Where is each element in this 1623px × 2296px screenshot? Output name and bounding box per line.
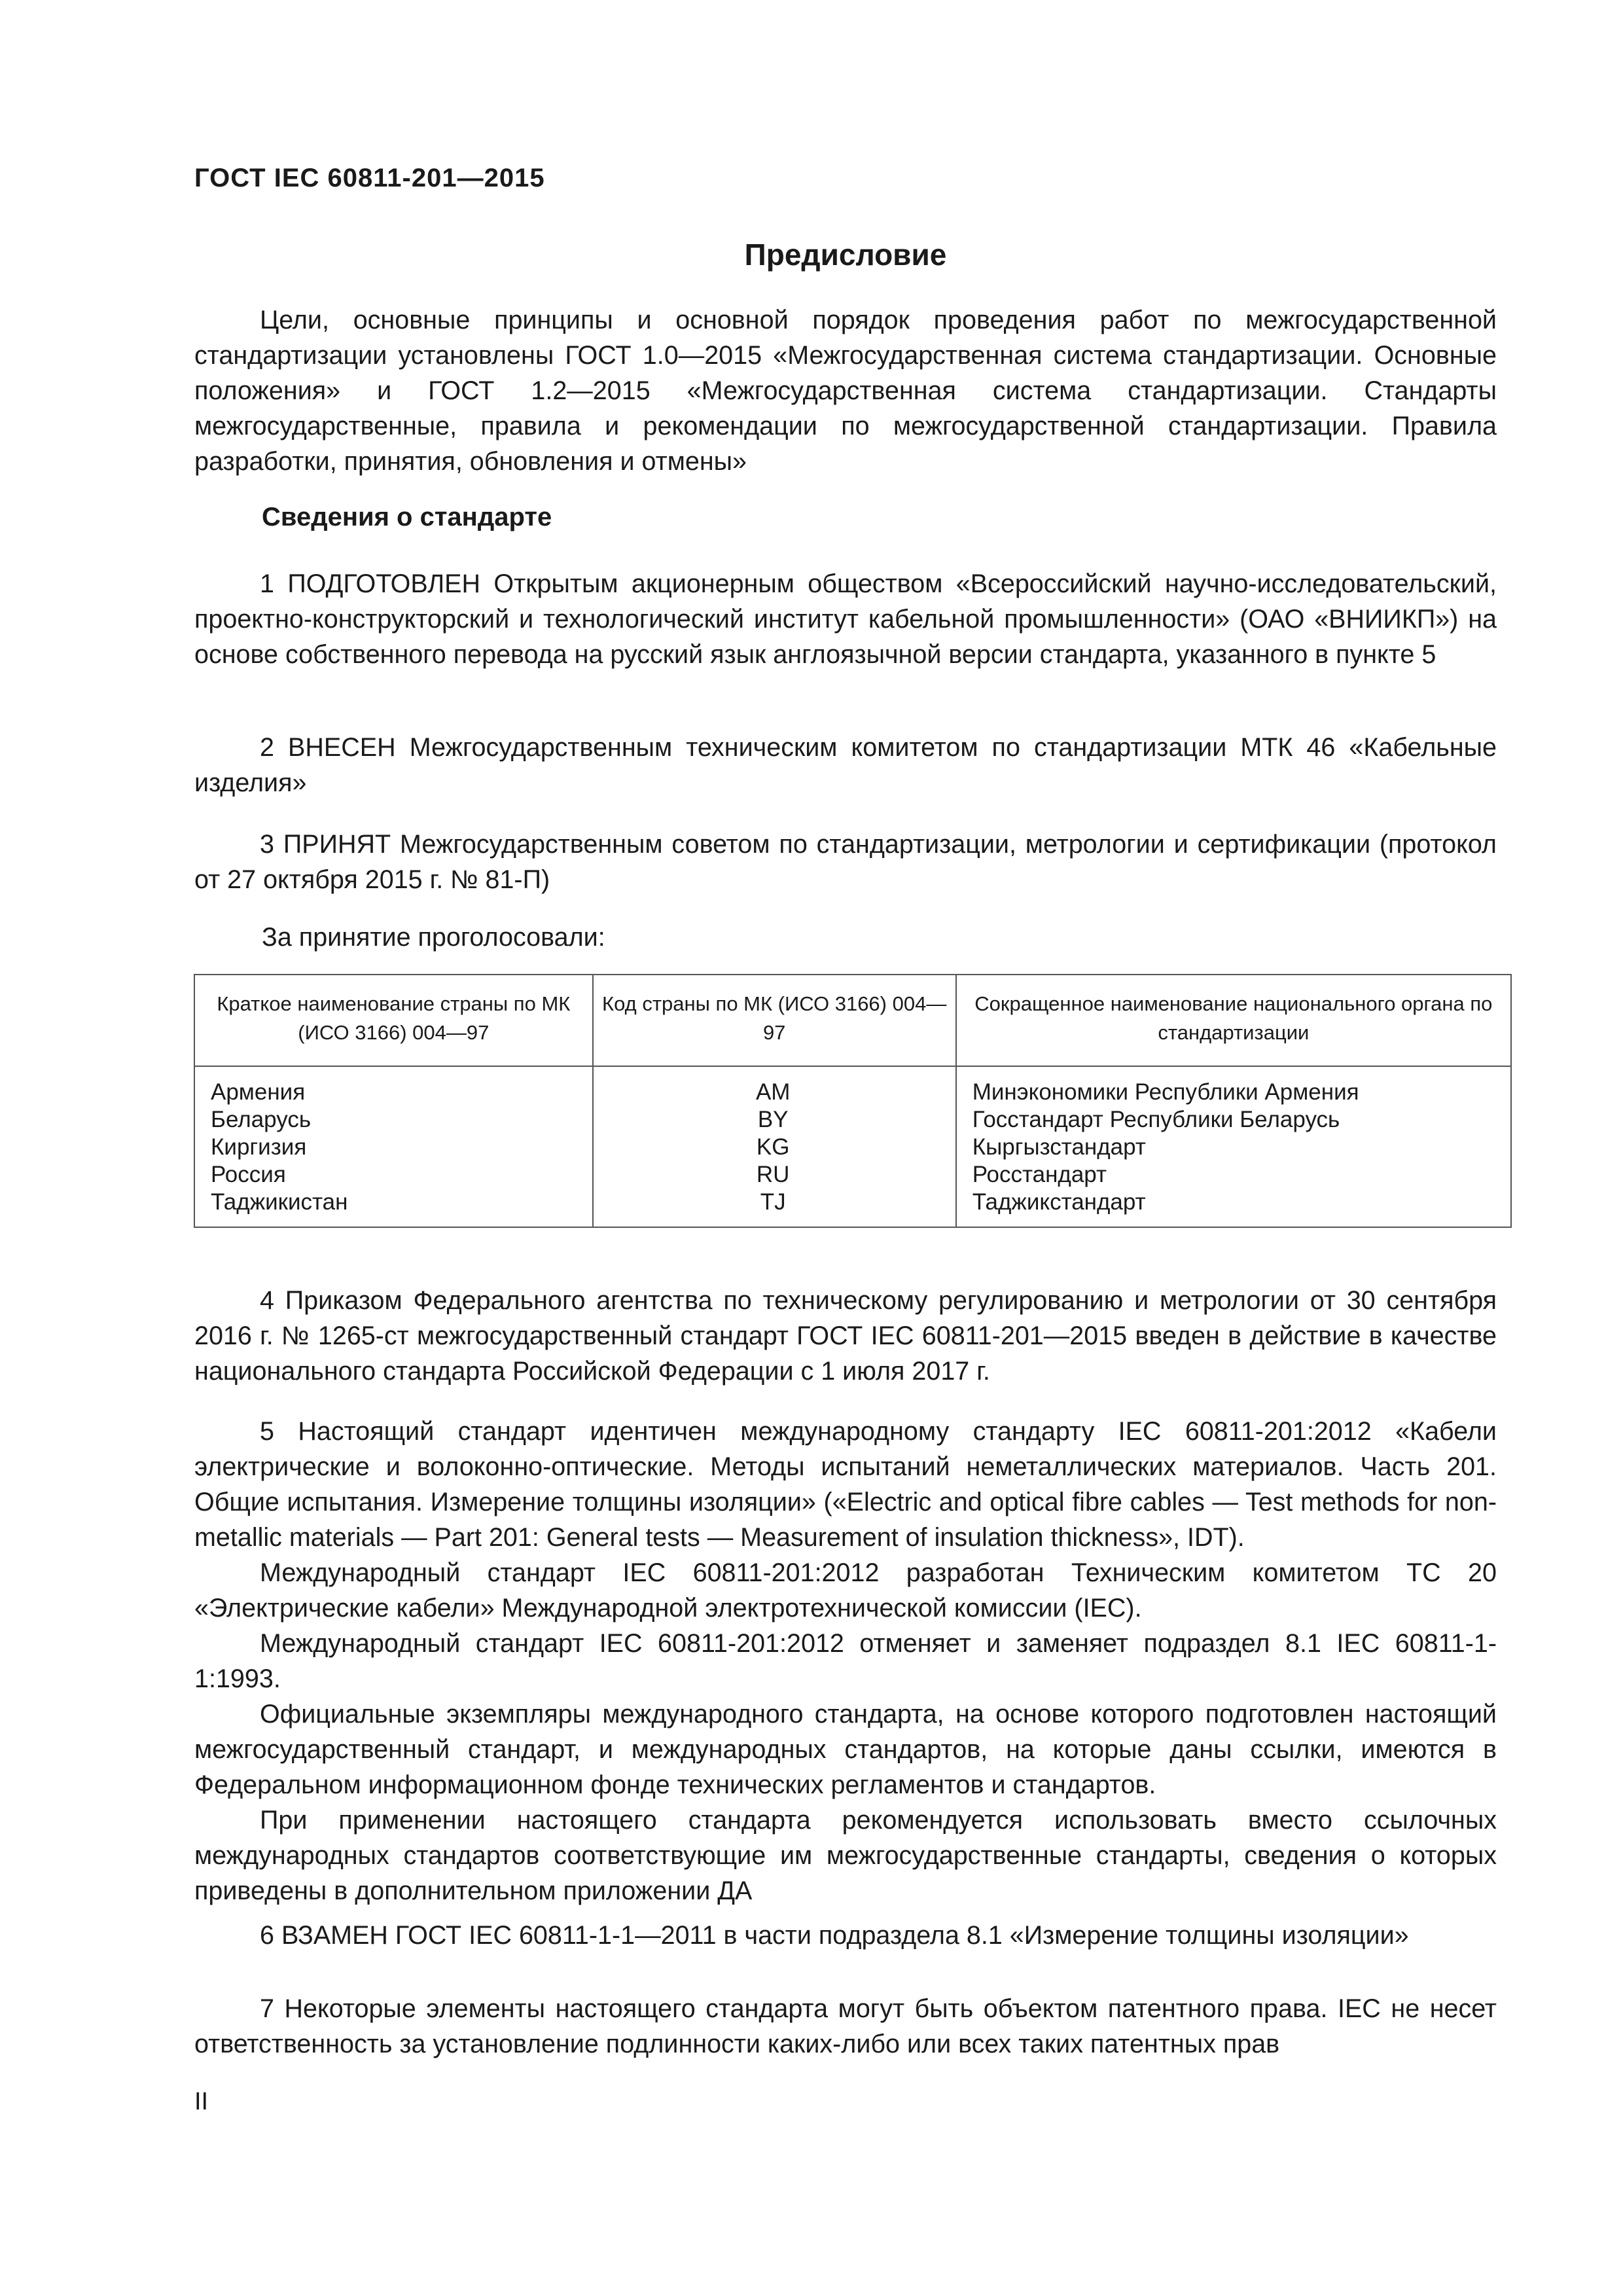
- item-5-replaces-paragraph: Международный стандарт IEC 60811-201:2012 отменяет и заменяет подраздел 8.1 IEC 60811-1-1:1993.: [194, 1629, 1497, 1693]
- country-name: Россия: [211, 1162, 286, 1187]
- item-5-ic-paragraph: Международный стандарт IEC 60811-201:2012 разработан Техническим комитетом ТС 20 «Электрические кабели» Международной электротехнической комиссии (IEC).: [194, 1558, 1497, 1623]
- item-4-paragraph: 4 Приказом Федерального агентства по техническому регулированию и метрологии от 30 сентября 2016 г. № 1265-ст межгосударственный стандарт ГОСТ IEC 60811-201—2015 введен в действие в качестве национального стандарта Российской Федерации с 1 июля 2017 г.: [194, 1286, 1497, 1386]
- country-names-cell: [194, 1066, 593, 1227]
- vote-label: За принятие проголосовали:: [262, 923, 605, 952]
- country-name: Таджикистан: [211, 1189, 348, 1215]
- country-code: TJ: [760, 1189, 786, 1215]
- item-2-paragraph: 2 ВНЕСЕН Межгосударственным техническим комитетом по стандартизации МТК 46 «Кабельные изделия»: [194, 733, 1497, 797]
- country-code: BY: [757, 1107, 789, 1132]
- page-title: Предисловие: [744, 238, 947, 272]
- countries-table: [194, 974, 1512, 1228]
- item-3-paragraph: 3 ПРИНЯТ Межгосударственным советом по стандартизации, метрологии и сертификации (протокол от 27 октября 2015 г. № 81-П): [194, 830, 1497, 894]
- standards-body: Минэкономики Республики Армения: [972, 1079, 1359, 1105]
- page-number: II: [194, 2088, 209, 2115]
- country-code: AM: [755, 1079, 791, 1105]
- section-heading: Сведения о стандарте: [262, 503, 552, 531]
- standards-body: Таджикстандарт: [972, 1189, 1146, 1215]
- country-name: Армения: [211, 1079, 306, 1105]
- country-name: Киргизия: [211, 1134, 307, 1160]
- item-5-application-paragraph: При применении настоящего стандарта рекомендуется использовать вместо ссылочных международных стандартов соответствующие им межгосударственные стандарты, сведения о которых приведены в дополнительном приложении ДА: [194, 1806, 1497, 1905]
- item-7-paragraph: 7 Некоторые элементы настоящего стандарта могут быть объектом патентного права. IEC не несет ответственность за установление подлинности каких-либо или всех таких патентных прав: [194, 1994, 1497, 2058]
- standards-body: Госстандарт Республики Беларусь: [972, 1107, 1340, 1132]
- intro-paragraph: Цели, основные принципы и основной порядок проведения работ по межгосударственной стандартизации установлены ГОСТ 1.0—2015 «Межгосударственная система стандартизации. Основные положения» и ГОСТ 1.2—2015 «Межгосударственная система стандартизации. Стандарты межгосударственные, правила и рекомендации по межгосударственной стандартизации. Правила разработки, принятия, обновления и отмены»: [194, 306, 1497, 476]
- table-header-row: [194, 975, 1511, 1066]
- table-row: [194, 1066, 1511, 1227]
- country-code: KG: [756, 1134, 790, 1160]
- column-header-country: Краткое наименование страны по МК (ИСО 3166) 004—97: [194, 975, 593, 1066]
- standards-body: Кыргызстандарт: [972, 1134, 1146, 1160]
- country-name: Беларусь: [211, 1107, 312, 1132]
- column-header-code: Код страны по МК (ИСО 3166) 004—97: [593, 975, 956, 1066]
- country-code: RU: [756, 1162, 790, 1187]
- standards-body: Росстандарт: [972, 1162, 1107, 1187]
- standards-bodies-cell: [956, 1066, 1511, 1227]
- item-1-paragraph: 1 ПОДГОТОВЛЕН Открытым акционерным обществом «Всероссийский научно-исследовательский, проектно-конструкторский и технологический институт кабельной промышленности» (ОАО «ВНИИКП») на основе собственного перевода на русский язык англоязычной версии стандарта, указанного в пункте 5: [194, 569, 1497, 669]
- item-6-paragraph: 6 ВЗАМЕН ГОСТ IEC 60811-1-1—2011 в части подраздела 8.1 «Измерение толщины изоляции»: [260, 1921, 1409, 1950]
- document-id-header: ГОСТ IEC 60811-201—2015: [194, 164, 545, 192]
- column-header-body: Сокращенное наименование национального органа по стандартизации: [956, 975, 1511, 1066]
- country-codes-cell: [593, 1066, 956, 1227]
- item-5-paragraph: 5 Настоящий стандарт идентичен международному стандарту IEC 60811-201:2012 «Кабели электрические и волоконно-оптические. Методы испытаний неметаллических материалов. Часть 201. Общие испытания. Измерение толщины изоляции» («Electric and optical fibre cables — Test methods for non-metallic materials — Part 201: General tests — Measurement of insulation thickness», IDT).: [194, 1417, 1497, 1552]
- item-5-official-copies-paragraph: Официальные экземпляры международного стандарта, на основе которого подготовлен настоящий межгосударственный стандарт, и международных стандартов, на которые даны ссылки, имеются в Федеральном информационном фонде технических регламентов и стандартов.: [194, 1700, 1497, 1799]
